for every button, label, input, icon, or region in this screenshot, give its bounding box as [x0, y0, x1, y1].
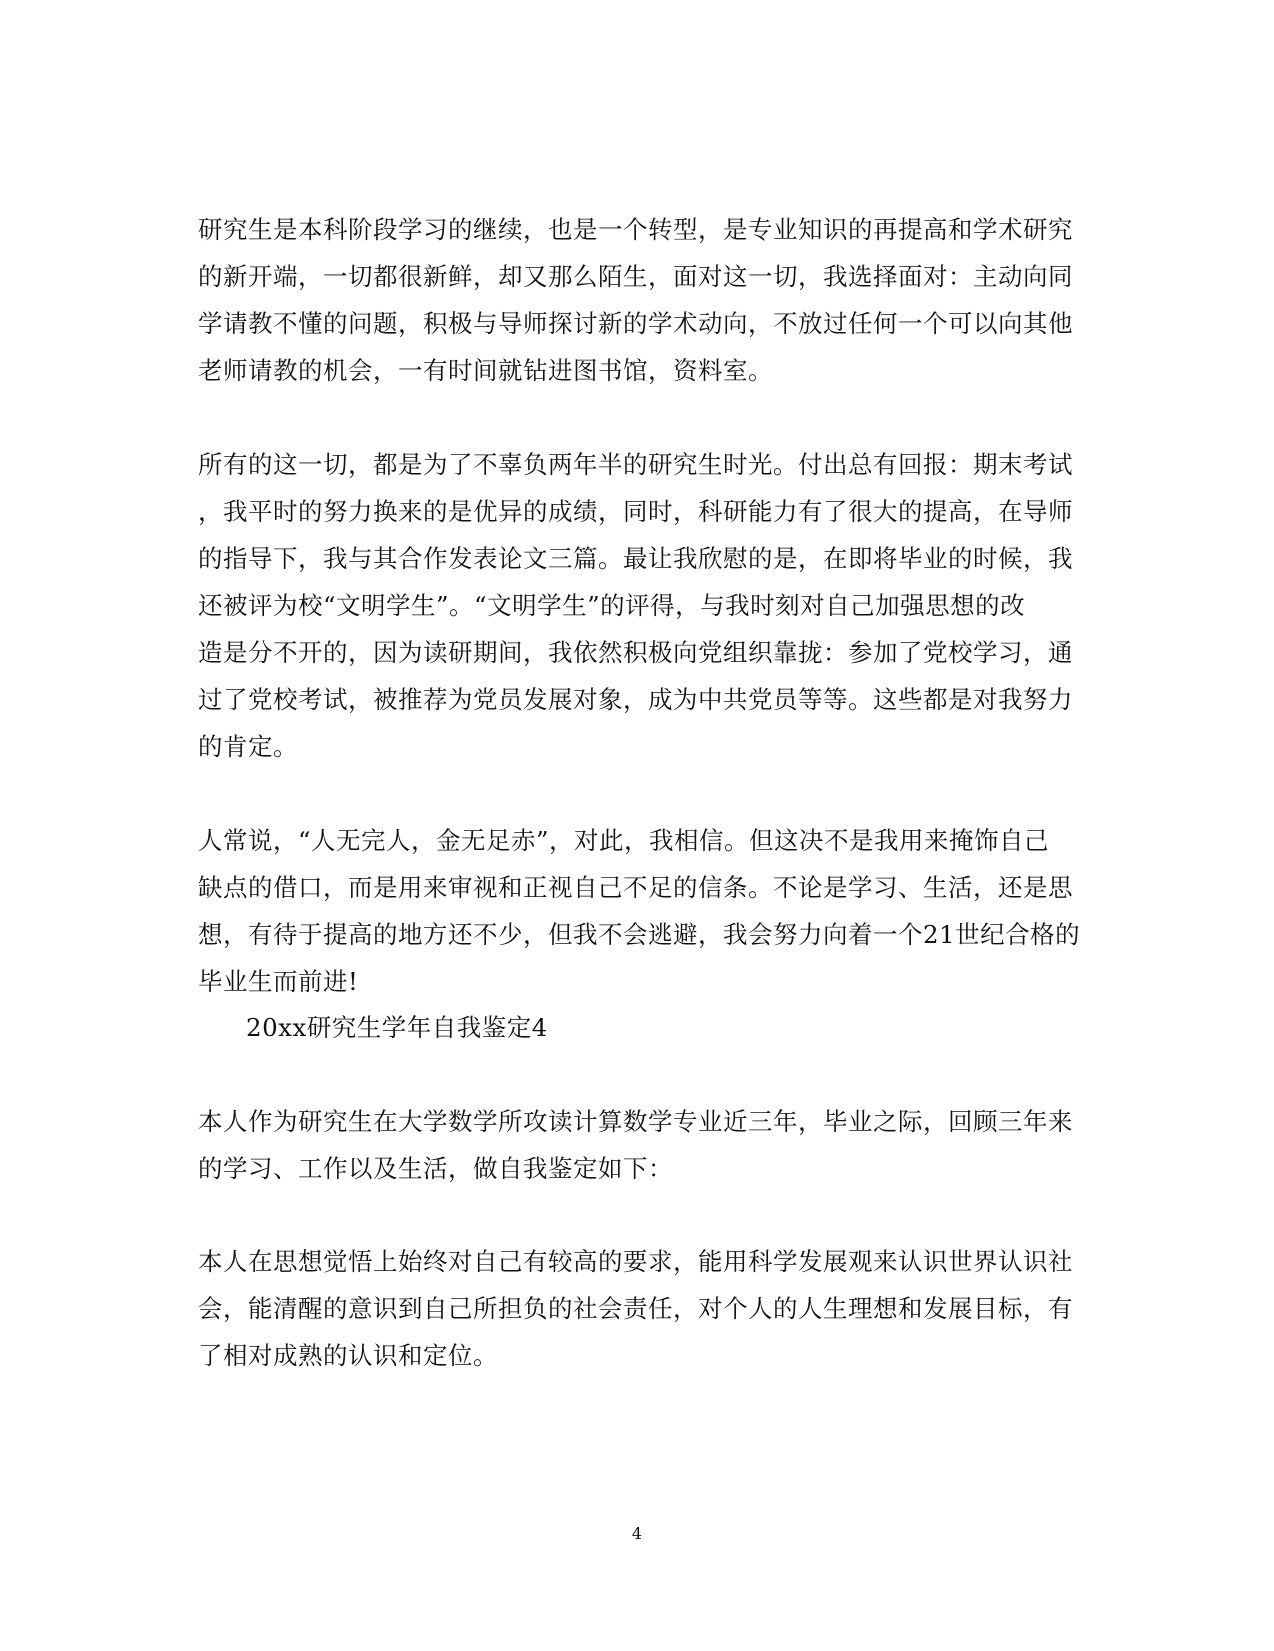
page-number: 4: [631, 1524, 643, 1543]
paragraph-1-line-2: 的新开端，一切都很新鲜，却又那么陌生，面对这一切，我选择面对：主动向同: [198, 262, 1073, 291]
paragraph-2-line-2: ，我平时的努力换来的是优异的成绩，同时，科研能力有了很大的提高，在导师: [198, 497, 1073, 526]
paragraph-2-line-7: 的肯定。: [198, 732, 298, 761]
paragraph-2-line-4: 还被评为校“文明学生”。“文明学生”的评得，与我时刻对自己加强思想的改: [198, 591, 1026, 620]
paragraph-3-line-1: 人常说，“人无完人，金无足赤”，对此，我相信。但这决不是我用来掩饰自己: [198, 826, 1050, 855]
paragraph-3-line-2: 缺点的借口，而是用来审视和正视自己不足的信条。不论是学习、生活，还是思: [198, 873, 1073, 902]
paragraph-5-line-1: 本人在思想觉悟上始终对自己有较高的要求，能用科学发展观来认识世界认识社: [198, 1247, 1073, 1276]
paragraph-3-line-3: 想，有待于提高的地方还不少，但我不会逃避，我会努力向着一个21世纪合格的: [198, 920, 1081, 949]
paragraph-1-line-3: 学请教不懂的问题，积极与导师探讨新的学术动向，不放过任何一个可以向其他: [198, 309, 1073, 338]
paragraph-3-line-4: 毕业生而前进!: [198, 967, 359, 996]
paragraph-2-line-3: 的指导下，我与其合作发表论文三篇。最让我欣慰的是，在即将毕业的时候，我: [198, 544, 1073, 573]
paragraph-2-line-5: 造是分不开的，因为读研期间，我依然积极向党组织靠拢：参加了党校学习，通: [198, 638, 1073, 667]
paragraph-2-line-1: 所有的这一切，都是为了不辜负两年半的研究生时光。付出总有回报：期末考试: [198, 450, 1073, 479]
paragraph-1-line-1: 研究生是本科阶段学习的继续，也是一个转型，是专业知识的再提高和学术研究: [198, 215, 1073, 244]
paragraph-4-line-1: 本人作为研究生在大学数学所攻读计算数学专业近三年，毕业之际，回顾三年来: [198, 1107, 1073, 1136]
section-heading: 20xx研究生学年自我鉴定4: [246, 1013, 548, 1042]
paragraph-4-line-2: 的学习、工作以及生活，做自我鉴定如下：: [198, 1154, 673, 1183]
paragraph-2-line-6: 过了党校考试，被推荐为党员发展对象，成为中共党员等等。这些都是对我努力: [198, 685, 1073, 714]
paragraph-1-line-4: 老师请教的机会，一有时间就钻进图书馆，资料室。: [198, 356, 773, 385]
paragraph-5-line-3: 了相对成熟的认识和定位。: [198, 1341, 498, 1370]
paragraph-5-line-2: 会，能清醒的意识到自己所担负的社会责任，对个人的人生理想和发展目标，有: [198, 1294, 1073, 1323]
